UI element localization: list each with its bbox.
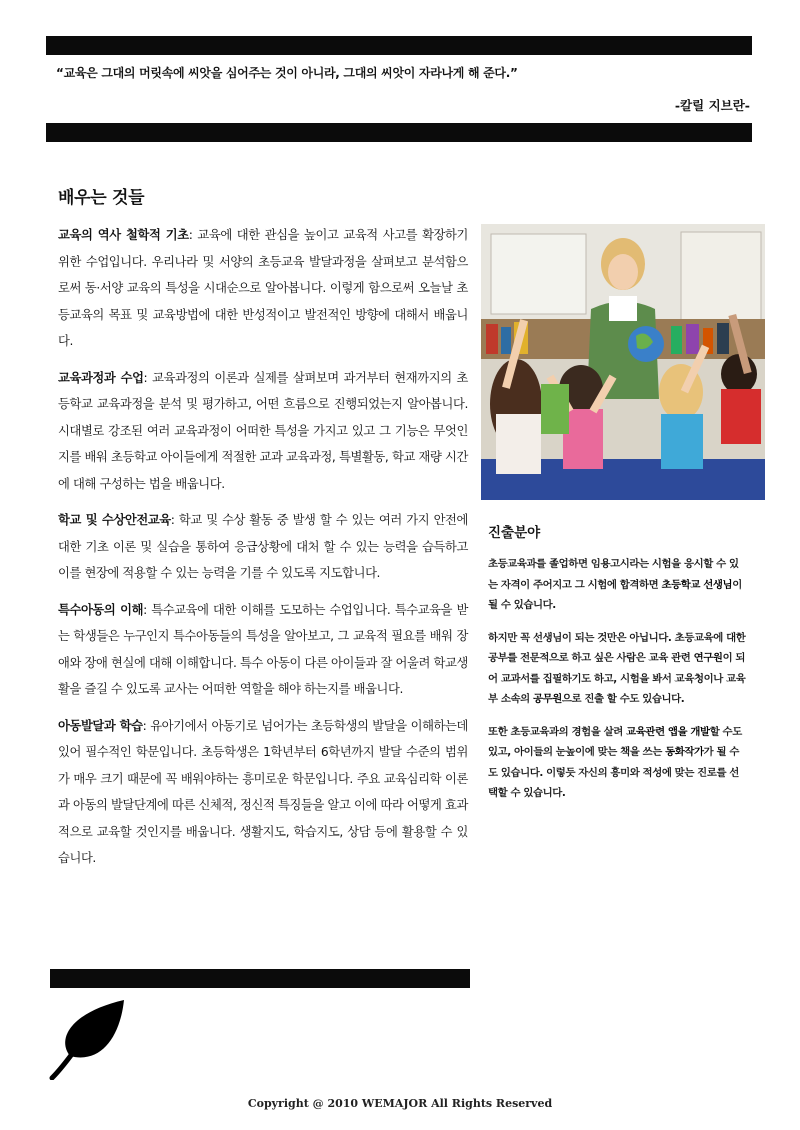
highlight-text: 초등학교 선생님 <box>661 578 733 591</box>
term: 교육의 역사 철학적 기초 <box>58 228 189 242</box>
highlight-text: 연구원 <box>693 652 723 664</box>
copyright-text: Copyright @ 2010 WEMAJOR All Rights Reserved <box>247 1097 553 1110</box>
term: 특수아동의 이해 <box>58 602 144 617</box>
body-text: 가 될 수도 있습니다. 이렇듯 자신의 흥미와 적성에 맞는 진로를 선택할 수 있습니다. <box>488 746 739 799</box>
section-title: 배우는 것들 <box>58 188 145 208</box>
body-text: 초등교육과를 졸업하면 임용고시라는 시험을 응시할 수 있는 자격이 주어지고 그 시험에 합격하면 <box>488 558 739 591</box>
term: 교육과정과 수업 <box>58 370 144 385</box>
body-text: : 특수교육에 대한 이해를 도모하는 수업입니다. 특수교육을 받는 학생들은 누구인지 특수아동들의 특성을 알아보고, 그 교육적 필요를 배워 장애와 장애 현실에 대해 이해합니다. 특수 아동이 다른 아이들과 잘 어울려 학교생활을 즐길 수 있도록 교사는 어떠한 역할을 해야 하는지를 배웁니다. <box>58 602 468 696</box>
paragraph-development <box>58 713 468 872</box>
term: 학교 및 수상안전교육 <box>58 513 171 527</box>
body-text: : 학교 및 수상 활동 중 발생 할 수 있는 여러 가지 안전에 대한 기초 이론 및 실습을 통하여 응급상황에 대처 할 수 있는 능력을 습득하고 이를 현장에 적용할 수 있는 능력을 기를 수 있도록 지도합니다. <box>58 513 469 580</box>
term: 아동발달과 학습 <box>58 718 143 733</box>
body-text: : 교육에 대한 관심을 높이고 교육적 사고를 확장하기 위한 수업입니다. 우리나라 및 서양의 초등교육 발달과정을 살펴보고 분석함으로써 동·서양 교육의 특성을 시대순으로 알아봅니다. 이렇게 함으로써 오늘날 초등교육의 목표 및 교육방법에 대한 반성적이고 발전적인 방향에 대해서 배웁니다. <box>58 228 468 348</box>
body-text: 또한 초등교육과의 경험을 살려 <box>488 725 627 738</box>
paragraph-history <box>58 222 468 355</box>
body-text: 이 되어 교과서를 집필하기도 하고, 시험을 봐서 교육청이나 교육부 소속의 <box>488 652 746 705</box>
main-column <box>58 222 468 882</box>
body-text: 하지만 꼭 선생님이 되는 것만은 아닙니다. 초등교육에 대한 공부를 전문적으로 하고 싶은 사람은 교육 관련 <box>488 631 746 664</box>
sidebar-column <box>488 554 746 816</box>
paragraph-special-needs <box>58 597 468 703</box>
paragraph-safety <box>58 507 468 587</box>
leaf-icon <box>48 998 128 1080</box>
body-text: : 유아기에서 아동기로 넘어가는 초등학생의 발달을 이해하는데 있어 필수적인 학문입니다. 초등학생은 1학년부터 6학년까지 발달 수준의 범위가 매우 크기 때문에 꼭 배워야하는 흥미로운 학문입니다. 주요 교육심리학 이론과 아동의 발달단계에 따른 신체적, 정신적 특징들을 알고 이에 따라 어떻게 효과적으로 교육할 것인지를 배웁니다. 생활지도, 학습지도, 상담 등에 활용할 수 있습니다. <box>58 718 468 865</box>
footer-bar <box>50 969 470 988</box>
highlight-text: 교육관련 앱을 개발 <box>626 725 710 738</box>
sidebar-paragraph <box>488 722 746 804</box>
paragraph-curriculum <box>58 365 468 498</box>
header-quote: “교육은 그대의 머릿속에 씨앗을 심어주는 것이 아니라, 그대의 씨앗이 자라나게 해 준다.” <box>56 66 518 80</box>
sidebar-paragraph <box>488 628 746 710</box>
body-text: 할 수도 있고, 아이들의 눈높이에 맞는 책을 쓰는 <box>488 725 742 758</box>
sidebar-title: 진출분야 <box>488 525 541 541</box>
quote-author: -칼릴 지브란- <box>674 98 750 113</box>
header-bar-top <box>46 36 752 55</box>
body-text: : 교육과정의 이론과 실제를 살펴보며 과거부터 현재까지의 초등학교 교육과정을 분석 및 평가하고, 어떤 흐름으로 진행되었는지 알아봅니다. 시대별로 강조된 여러 교육과정이 어떠한 특성을 가지고 있고 그 기능은 무엇인지를 배워 초등학교 아이들에게 적절한 교과 교육과정, 특별활동, 학교 재량 시간에 대해 구성하는 법을 배웁니다. <box>58 370 468 491</box>
header-bar-bottom <box>46 123 752 142</box>
body-text: 으로 진출 할 수도 있습니다. <box>561 693 685 705</box>
body-text: 이 될 수 있습니다. <box>488 578 742 611</box>
highlight-text: 동화작가 <box>665 746 704 758</box>
highlight-text: 공무원 <box>532 693 562 705</box>
sidebar-paragraph <box>488 554 746 616</box>
classroom-photo <box>481 224 765 500</box>
